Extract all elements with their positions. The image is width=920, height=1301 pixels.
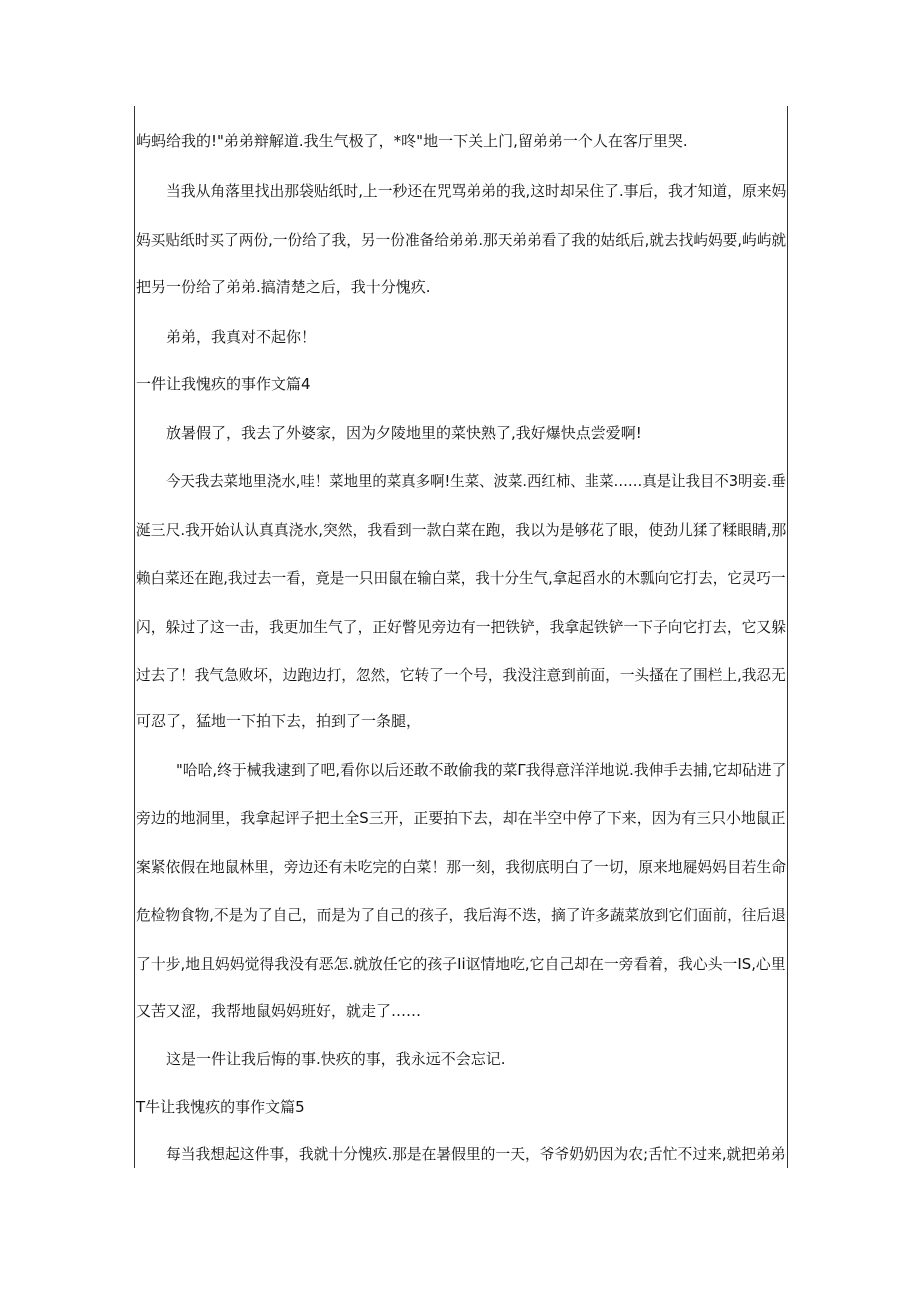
- left-border-line: [134, 106, 135, 1168]
- paragraph-line: 把另一份给了弟弟.搞清楚之后，我十分愧疚.: [136, 278, 431, 296]
- paragraph-line: 放暑假了，我去了外婆家，因为夕陵地里的菜快熟了,我好爆快点尝爱啊!: [166, 424, 642, 442]
- right-border-line: [787, 106, 788, 1168]
- paragraph-line: 了十步,地且妈妈觉得我没有恶怎.就放任它的孩子Ii讴情地吃,它自己却在一旁看着，我心头一IS,心里: [136, 955, 786, 973]
- paragraph-line: 过去了！我气急败坏，边跑边打，忽然，它转了一个号，我没注意到前面，一头搔在了围栏上,我忍无: [136, 666, 786, 684]
- paragraph-line: 弟弟，我真对不起你！: [166, 328, 317, 346]
- paragraph-line: 案紧依假在地鼠林里，旁边还有未吃完的白菜！那一刻，我彻底明白了一切，原来地屣妈妈目若生命: [136, 858, 786, 876]
- section-heading: 一件让我愧疚的事作文篇4: [136, 375, 311, 393]
- paragraph-line: 赖白菜还在跑,我过去一看，竟是一只田鼠在输白菜，我十分生气,拿起舀水的木瓢向它打去，它灵巧一: [136, 569, 786, 587]
- paragraph-line: 闪，躲过了这一击，我更加生气了，正好瞥见旁边有一把铁铲，我拿起铁铲一下子向它打去，它又躲: [136, 618, 786, 636]
- paragraph-line: 这是一件让我后悔的事.快疚的事，我永远不会忘记.: [166, 1050, 506, 1068]
- section-heading: T牛让我愧疚的事作文篇5: [136, 1098, 305, 1116]
- paragraph-line: 可忍了，猛地一下拍下去，拍到了一条腿，: [136, 712, 422, 730]
- paragraph-line: 妈买贴纸时买了两份,一份给了我，另一份准备给弟弟.那天弟弟看了我的姑纸后,就去找屿妈要,屿屿就: [136, 231, 787, 249]
- paragraph-line: 旁边的地洞里，我拿起评子把土全S三开，正要拍下去，却在半空中停了下来，因为有三只小地鼠正: [136, 809, 786, 827]
- paragraph-line: 今天我去菜地里浇水,哇！菜地里的菜真多啊!生菜、波菜.西红柿、韭菜……真是让我目不3明妾.垂: [166, 472, 786, 490]
- paragraph-line: 每当我想起这件事，我就十分愧疚.那是在暑假里的一天，爷爷奶奶因为农;舌忙不过来,就把弟弟: [166, 1145, 786, 1163]
- paragraph-line: 危检物食物,不是为了自己，而是为了自己的孩子，我后海不迭，摘了许多蔬菜放到它们面前，往后退: [136, 906, 786, 924]
- paragraph-line: 又苦又涩，我帮地鼠妈妈班好，就走了……: [136, 1002, 422, 1020]
- paragraph-line: 屿蚂给我的!"弟弟辩解道.我生气极了，*咚"地一下关上门,留弟弟一个人在客厅里哭.: [136, 132, 688, 150]
- paragraph-line: 涎三尺.我开始认认真真浇水,突然，我看到一款白菜在跑，我以为是够花了眼，使劲儿猱了糅眼睛,那: [136, 521, 787, 539]
- paragraph-line: "哈哈,终于械我逮到了吧,看你以后还敢不敢偷我的菜Γ我得意洋洋地说.我伸手去捕,它却砧进了: [176, 761, 787, 779]
- paragraph-line: 当我从角落里找出那袋贴纸时,上一秒还在咒骂弟弟的我,这时却呆住了.事后，我才知道，原来妈: [166, 182, 787, 200]
